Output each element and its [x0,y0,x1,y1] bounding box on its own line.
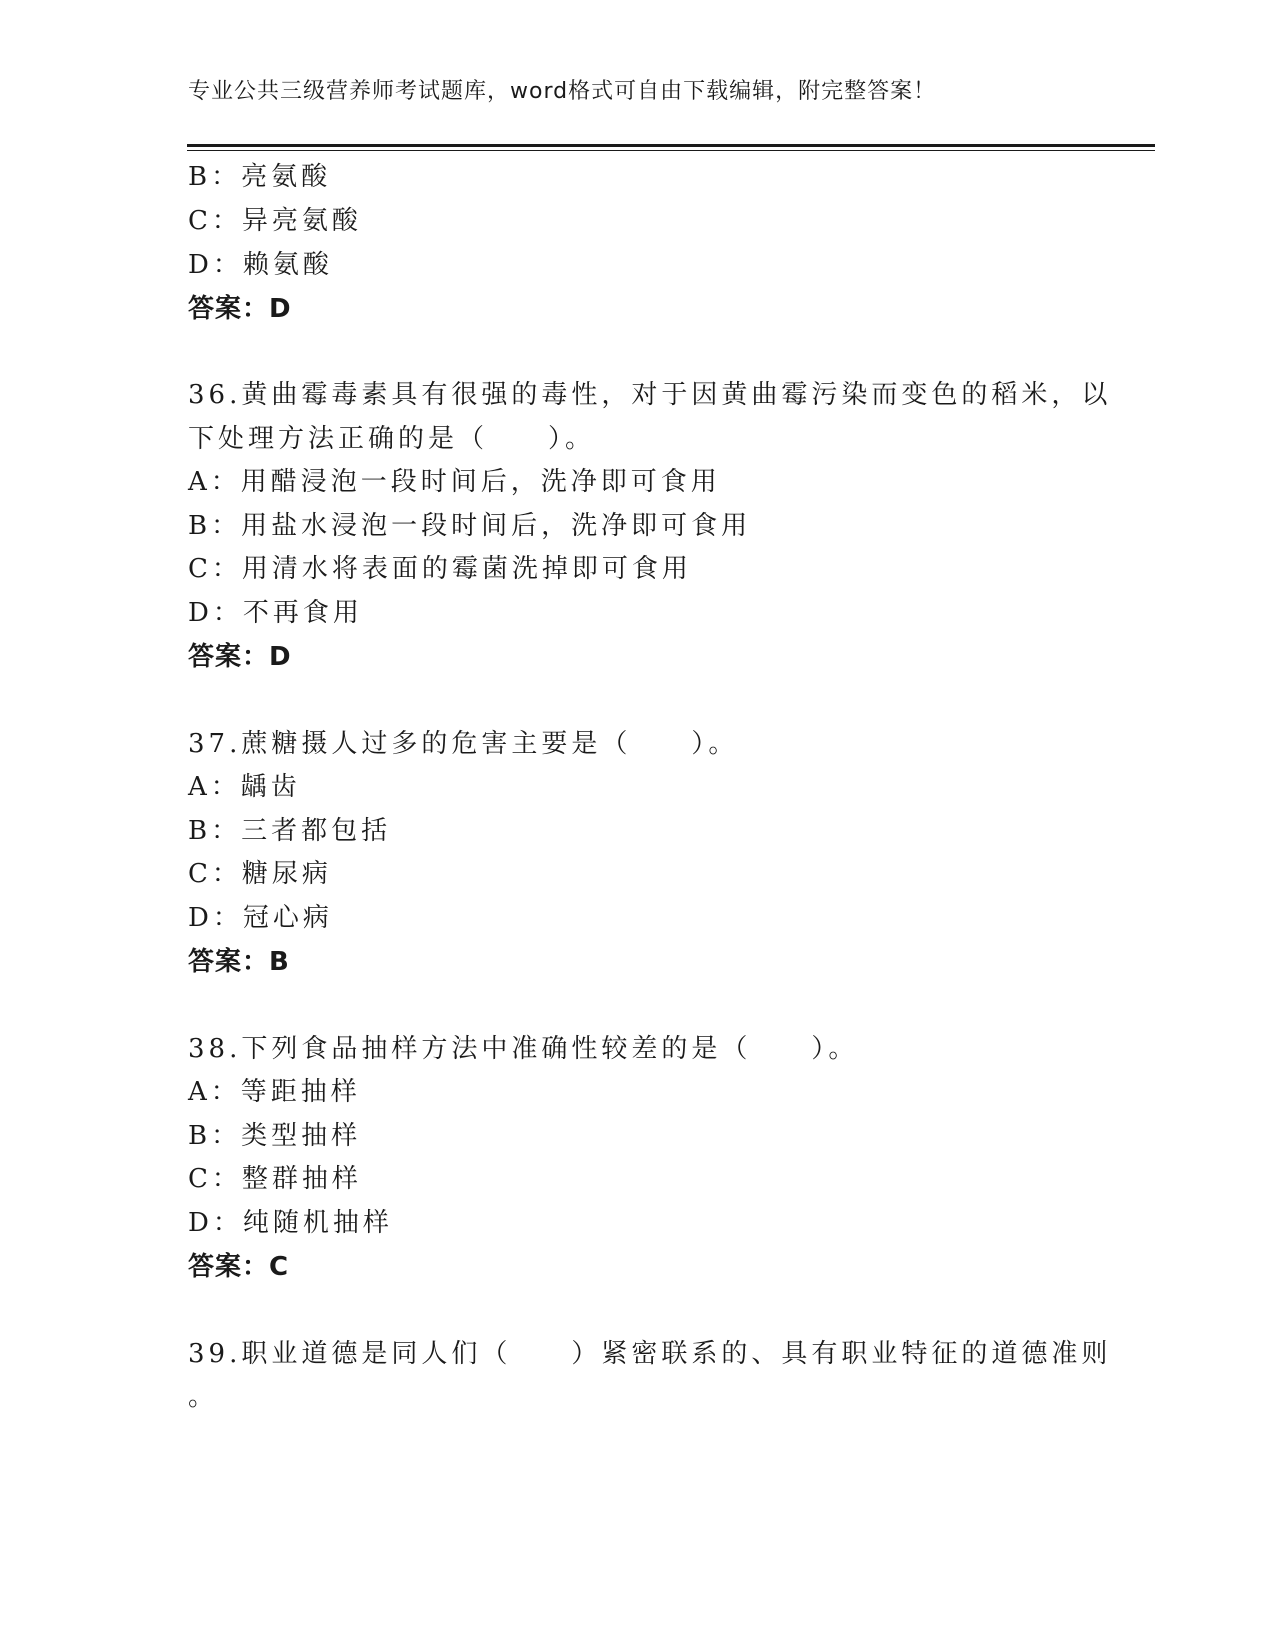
q36-stem-line1: 36.黄曲霉毒素具有很强的毒性，对于因黄曲霉污染而变色的稻米，以 [188,380,1112,410]
q36-stem-line2: 下处理方法正确的是（ ）。 [188,424,596,454]
q39-stem-line2: 。 [188,1382,219,1412]
q36-option-a: A：用醋浸泡一段时间后，洗净即可食用 [188,467,721,497]
q37-answer: 答案：B [188,947,290,977]
q37-option-c: C：糖尿病 [188,859,332,889]
q36-answer: 答案：D [188,642,292,672]
header-rule-thick [187,144,1155,147]
q39-stem-line1: 39.职业道德是同人们（ ）紧密联系的、具有职业特征的道德准则 [188,1339,1112,1369]
page-header: 专业公共三级营养师考试题库，word格式可自由下载编辑，附完整答案！ [188,79,937,104]
q35-answer: 答案：D [188,294,292,324]
header-rule-thin [187,150,1155,151]
q37-option-b: B：三者都包括 [188,816,392,846]
q35-option-c: C：异亮氨酸 [188,206,362,236]
q37-option-d: D：冠心病 [188,903,333,933]
q38-option-a: A：等距抽样 [188,1077,361,1107]
q37-stem: 37.蔗糖摄人过多的危害主要是（ ）。 [188,729,739,759]
q37-option-a: A：龋齿 [188,772,301,802]
q38-option-c: C：整群抽样 [188,1164,362,1194]
q38-option-d: D：纯随机抽样 [188,1208,393,1238]
q36-option-c: C：用清水将表面的霉菌洗掉即可食用 [188,554,692,584]
q36-option-d: D：不再食用 [188,598,363,628]
q35-option-d: D：赖氨酸 [188,250,333,280]
q35-option-b: B：亮氨酸 [188,162,332,192]
q36-option-b: B：用盐水浸泡一段时间后，洗净即可食用 [188,511,752,541]
q38-option-b: B：类型抽样 [188,1121,362,1151]
q38-answer: 答案：C [188,1252,290,1282]
q38-stem: 38.下列食品抽样方法中准确性较差的是（ ）。 [188,1034,859,1064]
